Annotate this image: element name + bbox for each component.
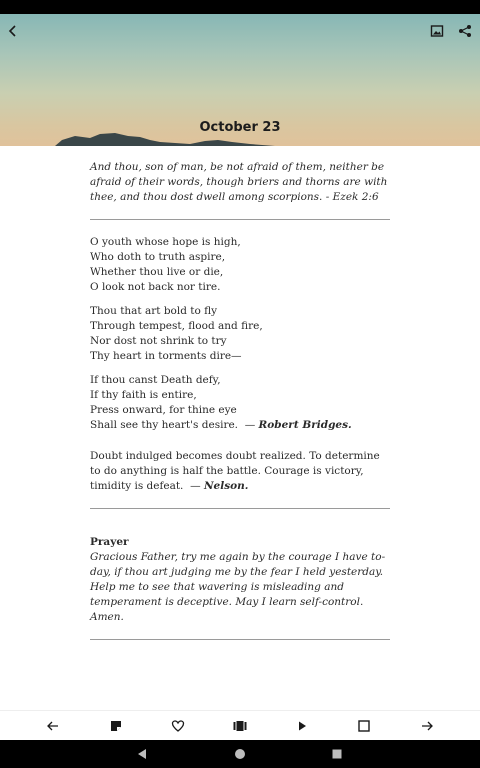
quote-text: Doubt indulged becomes doubt realized. To determine to do anything is half the battle. Courage is victory, timidity is defeat. xyxy=(90,450,380,492)
favorite-button[interactable] xyxy=(169,717,187,735)
back-button[interactable] xyxy=(4,22,22,40)
poem-line: Shall see thy heart's desire. xyxy=(90,419,239,431)
nav-recents-button[interactable] xyxy=(329,746,345,762)
poem-line-last xyxy=(90,418,390,433)
back-arrow-icon xyxy=(6,24,20,38)
play-icon xyxy=(295,719,309,733)
poem-line: O look not back nor tire. xyxy=(90,281,221,293)
poem-attribution: Robert Bridges. xyxy=(258,419,352,431)
image-icon xyxy=(430,24,444,38)
nav-home-button[interactable] xyxy=(232,746,248,762)
circle-home-icon xyxy=(234,748,246,760)
note-button[interactable] xyxy=(107,717,125,735)
poem-stanza xyxy=(90,304,390,364)
note-icon xyxy=(109,719,123,733)
square-recents-icon xyxy=(331,748,343,760)
previous-day-button[interactable] xyxy=(44,717,62,735)
heart-icon xyxy=(171,719,185,733)
play-button[interactable] xyxy=(293,717,311,735)
prayer-text: Gracious Father, try me again by the courage I have to-day, if thou art judging me by the fear I held yesterday. Help me to see that wavering is misleading and temperament is deceptive. May I learn self-control. Amen. xyxy=(90,551,386,623)
poem-line: Thou that art bold to fly xyxy=(90,305,218,317)
poem-stanza xyxy=(90,373,390,433)
calendar-view-icon xyxy=(233,719,247,733)
divider xyxy=(90,219,390,220)
divider xyxy=(90,508,390,509)
poem-stanza xyxy=(90,235,390,295)
next-day-button[interactable] xyxy=(418,717,436,735)
bottom-toolbar xyxy=(0,710,480,741)
scripture-verse: And thou, son of man, be not afraid of them, neither be afraid of their words, though briers and thorns are with thee, and thou dost dwell among scorpions. - Ezek 2:6 xyxy=(90,161,388,203)
header-image xyxy=(0,14,480,146)
nav-back-button[interactable] xyxy=(134,746,150,762)
share-button[interactable] xyxy=(456,22,474,40)
poem-line: Who doth to truth aspire, xyxy=(90,251,226,263)
poem-line: Nor dost not shrink to try xyxy=(90,335,227,347)
attribution-dash: — xyxy=(244,419,256,431)
calendar-view-button[interactable] xyxy=(231,717,249,735)
status-bar xyxy=(0,0,480,14)
prayer-heading: Prayer xyxy=(90,536,129,548)
share-icon xyxy=(458,24,472,38)
poem-line: Whether thou live or die, xyxy=(90,266,224,278)
page-title: October 23 xyxy=(199,120,281,135)
arrow-left-icon xyxy=(46,719,60,733)
system-nav-bar xyxy=(0,740,480,768)
poem-line: Through tempest, flood and fire, xyxy=(90,320,263,332)
poem-line: Press onward, for thine eye xyxy=(90,404,237,416)
poem-line: If thy faith is entire, xyxy=(90,389,197,401)
divider xyxy=(90,639,390,640)
quote-attribution: Nelson. xyxy=(203,480,249,492)
quote-paragraph xyxy=(90,449,390,494)
arrow-right-icon xyxy=(420,719,434,733)
square-icon xyxy=(357,719,371,733)
image-button[interactable] xyxy=(428,22,446,40)
triangle-back-icon xyxy=(136,748,148,760)
select-button[interactable] xyxy=(355,717,373,735)
reading-content xyxy=(90,160,390,655)
poem-line: If thou canst Death defy, xyxy=(90,374,221,386)
poem-line: O youth whose hope is high, xyxy=(90,236,241,248)
poem-line: Thy heart in torments dire— xyxy=(90,350,242,362)
attribution-dash: — xyxy=(190,480,201,492)
